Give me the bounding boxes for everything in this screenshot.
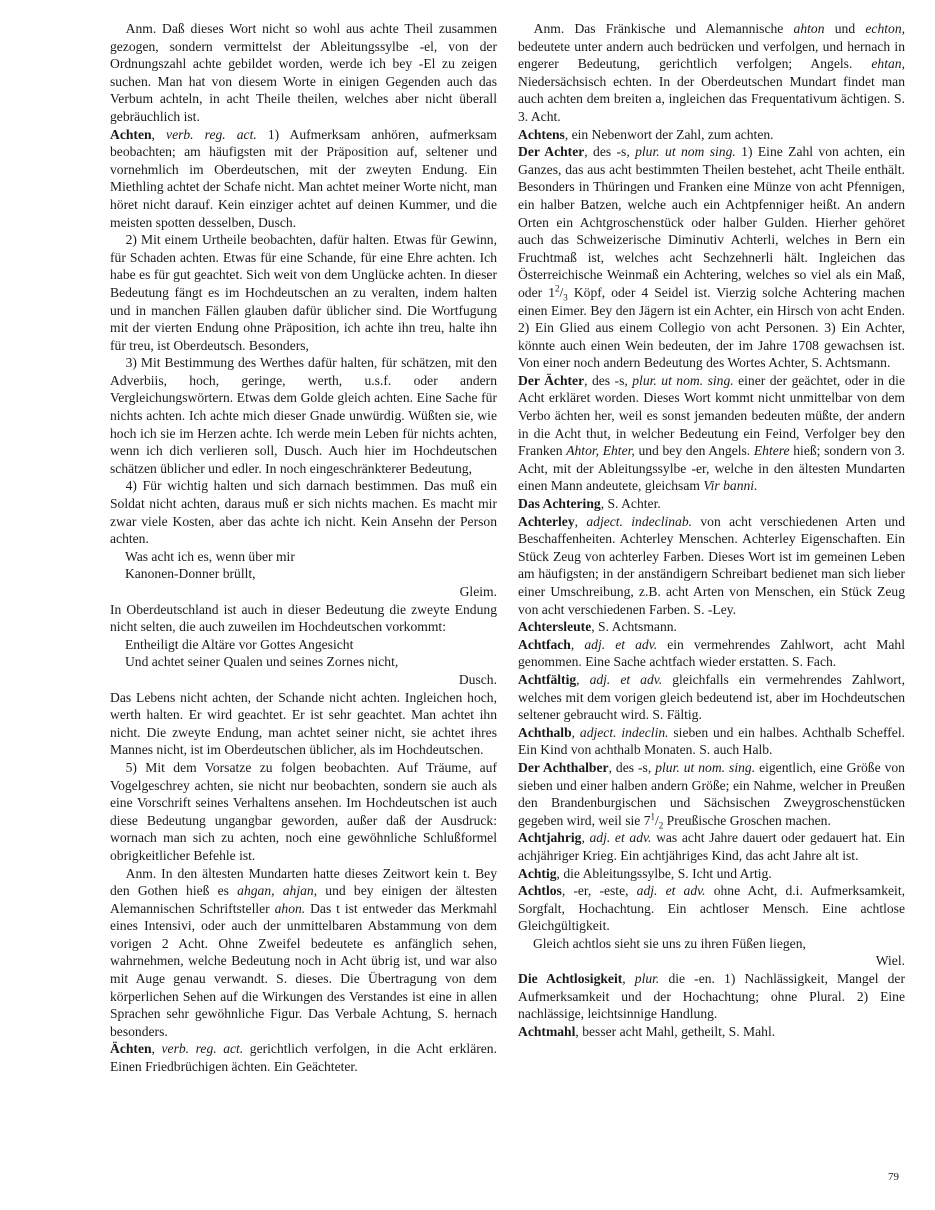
headword: Das Achtering [518,496,601,512]
entry-achterley [518,513,905,619]
text: 5) Mit dem Vorsatze zu folgen beobachten. Auf Träume, auf Vogelgeschrey achten, sie nicht nur beobachten, sondern sie auch als eine Vorschrift seines Verhaltens ansehen. Im Hochdeutschen ist auch diese Bedeutung ungangbar geworden, außer daß der Ausdruck: wornach man sich zu achten, noch eine gewöhnliche Schlußformel obrigkeitlicher Befehle ist. [110,759,497,863]
entry-paragraph [110,20,497,126]
entry-das-achtering [518,495,905,513]
entry-der-achthalber [518,759,905,829]
text: , des -s, [608,759,656,775]
headword: Achten [110,126,152,142]
text: , [581,830,590,846]
italic-term: ehtan, [871,56,905,72]
verse-attribution: Dusch. [458,671,497,687]
grammar-label: verb. reg. act. [161,1041,244,1057]
headword: Achthalb [518,724,572,740]
entry-achtersleute [518,618,905,636]
text: , des -s, [584,372,633,388]
text: 1) Aufmerksam anhören, aufmerksam beobachten; am häufigsten mit der Präposition auf, seltener und vornehmlich im Oberdeutschen, mit der zweyten Endung. Ein Miethling achtet der Schafe nicht. Man achtet meiner Worte nicht, man höret nicht darauf. Kein einziger achtet auf deinen Kummer, und die meisten spotten desselben, Dusch. [110,126,497,230]
grammar-label: plur. ut nom. sing. [655,759,756,775]
text: Preußische Groschen machen. [663,812,831,828]
fraction-numerator: 2 [555,283,560,294]
text: , [622,971,635,987]
headword: Achtmahl [518,1023,576,1039]
entry-achtfach [518,636,905,671]
grammar-label: plur. ut nom sing. [635,144,736,160]
headword: Der Ächter [518,372,585,388]
grammar-label: verb. reg. act. [166,126,257,142]
verse-attribution: Gleim. [459,584,497,599]
text: hieß; sondern von 3. Acht, mit der Ableitungssylbe -er, welche in den ältesten Mundarten einen Mann andeutete, gleichsam [518,443,905,494]
grammar-label: adject. indeclin. [579,724,669,740]
grammar-label: adj. et adv. [584,636,658,652]
text: Anm. Daß dieses Wort nicht so wohl aus achte Theil zusammen gezogen, sondern vermittelst der Ableitungssylbe -el, von der Ordnungszahl achte gebildet worden, werde ich bey -El zu zeigen suchen. Man hat von diesem Worte in einigen Gegenden auch das Verbum achteln, in acht Theile theilen, welches aber nicht überall gebräuchlich ist. [110,21,497,124]
entry-paragraph [110,865,497,1041]
italic-term: ahon. [274,900,306,916]
text: ein vermehrendes Zahlwort, acht Mahl genommen. Eine Sache achtfach wieder erstatten. S. Fach. [518,636,905,670]
entry-achtfaeltig [518,671,905,724]
verse-line: Gleich achtlos sieht sie uns zu ihren Füßen liegen, [532,935,806,951]
text: In Oberdeutschland ist auch in dieser Bedeutung die zweyte Endung nicht selten, die auch zuweilen im Hochdeutschen vorkommt: [110,601,497,635]
text: , -er, -este, [561,883,637,899]
text: , S. Achtsmann. [591,619,677,635]
entry-achten: Achten, verb. reg. act. 1) Aufmerksam anhören, aufmerksam beobachten; am häufigsten mit der Präposition auf, seltener und vornehmlich im Oberdeutschen, mit der zweyten Endung. Ein Miethling achtet der Schafe nicht. Man achtet meiner Worte nicht, man höret nicht darauf. Kein einziger achtet auf deinen Kummer, und die meisten spotten desselben, Dusch. [110,126,497,230]
entry-paragraph [110,689,497,759]
text: , [570,636,585,652]
grammar-label: adj. et adv. [589,671,663,687]
right-column [518,20,905,1040]
verse-line: Kanonen-Donner brüllt, [124,566,256,582]
headword: Achtjahrig [518,830,582,846]
entry-achtens [518,126,905,144]
italic-term: echton, [865,21,906,36]
grammar-label: plur. [634,971,660,987]
text: die -en. 1) Nachlässigkeit, Mangel der Aufmerksamkeit und der Hochachtung; ohne Plural. 2) Eine nachlässige, leichtsinnige Handlung. [518,971,905,1022]
text: ohne Acht, d.i. Aufmerksamkeit, Sorgfalt, Hochachtung. Ein achtloser Mensch. Eine achtlose Gleichgültigkeit. [518,883,905,934]
italic-term: ahton [793,21,825,36]
text: Das Lebens nicht achten, der Schande nicht achten. Ingleichen hoch, werth halten. Er wird geachtet. Er ist sehr geachtet. Man achtet ihn nicht. Die zweyte Endung, man achtet seiner nicht, sie achtet ihres Mannes nicht, ist im Oberdeutschen üblicher, als im Hochdeutschen. [110,689,497,758]
text: , [574,513,587,529]
fraction-slash: / [655,812,659,828]
italic-term: Ehtere [753,443,790,459]
entry-paragraph [110,354,497,477]
verse-attribution: Wiel. [875,953,905,969]
headword: Der Achthalber [518,759,609,775]
text: sieben und ein halbes. Achthalb Scheffel. Ein Kind von achthalb Monaten. S. auch Halb. [518,724,906,758]
text: gleichfalls ein vermehrendes Zahlwort, welches mit dem vorigen gleich bedeutend ist, aber im Hochdeutschen seltener gebraucht wird. S. Fältig. [518,671,905,723]
entry-die-achtlosigkeit [518,970,905,1023]
text: 2) Mit einem Urtheile beobachten, dafür halten. Etwas für Gewinn, für Schaden achten. Etwas für eine Schande, für eine Ehre achten. Ich habe es für gut geachtet. Sich weit von dem Unglücke achten. In dieser Bedeutung fängt es im Hochdeutschen an zu veralten, indem halten und in manchen Fällen glauben dafür üblicher sind. Die Wortfugung mit der vierten Endung ohne Präposition, ich achte ihn treu, halte ihn für treu, ist Oberdeutsch. Besonders, [110,232,497,353]
grammar-label: adject. indeclinab. [586,513,693,529]
text: 1) Eine Zahl von achten, ein Ganzes, das aus acht bestimmten Theilen bestehet, acht Theile enthält. Besonders in Thüringen und Franken eine Münze von acht Pfennigen, ein halber Batzen, welche auch ein Achtpfenniger heißt. An andern Orten ein Achtgroschenstück oder halber Gulden. Hierher gehöret auch das Schweizerische Diminutiv Achterli, welches in Bern ein Fruchtmaß ist, welches acht Sechzehnerli hält. Ingleichen das Österreichische Weinmaß ein Achtering, welches so viel als ein Maß, oder 1 [518,144,906,300]
headword: Ächten [110,1041,152,1057]
grammar-label: plur. ut nom. sing. [632,372,734,388]
headword: Achtfältig [518,671,577,687]
text: Köpf, oder 4 Seidel ist. Vierzig solche Achtering machen einen Eimer. Bey den Jägern ist ein Achter, ein Hirsch von acht Enden. 2) Ein Glied aus einem Collegio von acht Personen. 3) Ein Achter, könnte auch einen Wein bedeuten, der im Jahre 1708 gewachsen ist. Von einer noch andern Bedeutung des Wortes Achter, S. Achtsmann. [518,284,905,371]
text: von acht verschiedenen Arten und Beschaffenheiten. Achterley Menschen. Achterley Eigenschaften. Ein Stück Zeug von achterley Farben. Dieses Wort ist im gemeinen Leben am häufigsten; in der anständigern Schreibart bedienet man sich lieber einer Umschreibung, z.B. acht Arten von Menschen, ein Stück Zeug von acht verschiedenen Farben. S. -Ley. [518,513,905,617]
text: und bey einigen der ältesten Alemannischen Schriftsteller [110,883,497,916]
headword: Die Achtlosigkeit [518,971,623,987]
entry-paragraph [110,759,497,865]
headword: Achtfach [518,636,571,652]
entry-der-aechter [518,372,905,495]
text: eigentlich, eine Größe von sieben und einer halben andern Größe; ein Nahme, welcher in Preußen den Brandenburgischen und Sächsischen Zweygroschenstücken gegeben wird, weil sie 7 [518,759,905,828]
entry-der-achter [518,143,905,372]
entry-aechten: Ächten, verb. reg. act. gerichtlich verfolgen, in die Acht erklären. Einen Friedbrüchigen ächten. Ein Geächteter. [110,1041,497,1075]
text: Anm. Das Fränkische und Alemannische [533,21,794,36]
text: einer der geächtet, oder in die Acht erkläret worden. Dieses Wort kommt nicht unmittelbar von dem Verbo ächten her, weil es sonst jemanden bedeuten müßte, der andern in die Acht thut, in welcher Bedeutung ein Feind, Verfolger bey den Franken [518,372,905,459]
verse-line: Entheiligt die Altäre vor Gottes Angesicht [124,636,354,652]
entry-achtlos [518,882,905,935]
entry-achthalb [518,724,905,759]
text: Das t ist entweder das Merkmahl eines Intensivi, oder auch der unmittelbaren Abstammung von dem vorigen 2 Acht. Ohne Zweifel bedeutete es anfänglich sehen, wahrnehmen, welche Bedeutung noch in Acht übrig ist, und war also mit Auge genau verwandt. S. dieses. Die Übertragung von dem körperlichen Sehen auf die Wirkungen des Verstandes ist eine in allen Sprachen sehr gewöhnliche Figur. Das Verbale Achtung, S. hernach besonders. [110,900,497,1039]
text: und bey den Angels. [634,443,754,459]
entry-achtjahrig [518,829,905,864]
entry-paragraph [518,20,905,126]
entry-paragraph [110,601,497,636]
entry-achtmahl [518,1023,905,1041]
text: , besser acht Mahl, getheilt, S. Mahl. [575,1023,776,1039]
text: , [571,724,580,740]
headword: Der Achter [518,144,585,160]
headword: Achtlos [518,883,562,899]
text: und [824,21,866,36]
headword: Achtig [518,865,557,881]
text: Anm. In den ältesten Mundarten hatte dieses Zeitwort kein t. Bey den Gothen hieß es [110,865,497,899]
entry-paragraph [110,231,497,354]
text: 3) Mit Bestimmung des Werthes dafür halten, für schätzen, mit den Adverbiis, hoch, geringe, werth, u.s.f. oder andern Vergleichungswörtern. Etwas dem Golde gleich achten. Eine Sache für nichts achten. Ich achte mich dieser Gnade unwürdig. Wüßten sie, wie hoch ich sie im Herzen achte. Ich werde mein Leben für nichts achten, wenn ich dich verlieren soll, Dusch. Auch hier im Hochdeutschen schätzen üblicher und edler. In noch eingeschränkterer Bedeutung, [110,355,497,476]
text: , des -s, [584,144,636,160]
headword: Achterley [518,513,575,529]
text: , S. Achter. [600,496,661,512]
text: was acht Jahre dauert oder gedauert hat. Ein achjähriger Krieg. Ein achtjähriges Kind, das acht Jahre alt ist. [518,830,905,863]
headword: Achtens [518,126,565,142]
italic-term: Vir banni. [703,478,758,494]
fraction-slash: / [559,284,564,300]
text: gerichtlich verfolgen, in die Acht erklären. Einen Friedbrüchigen ächten. Ein Geächteter. [110,1041,497,1075]
text: , ein Nebenwort der Zahl, zum achten. [564,126,774,142]
entry-achtig [518,865,905,883]
page-number: 79 [888,1171,899,1183]
fraction-denominator: 2 [658,820,664,831]
fraction-numerator: 1 [650,811,655,822]
left-column [110,20,497,1076]
fraction-denominator: 3 [563,292,568,303]
italic-term: ahgan, ahjan, [237,883,318,899]
grammar-label: adj. et adv. [589,830,652,846]
entry-paragraph [110,477,497,547]
grammar-label: adj. et adv. [636,883,706,899]
text: Niedersächsisch echten. In der Oberdeutschen Mundart findet man auch achten dem breiten a, ingleichen das Frequentativum ächtigen. S. 3. Acht. [518,73,905,124]
italic-term: Ahtor, Ehter, [566,443,635,459]
text: , die Ableitungssylbe, S. Icht und Artig. [556,865,772,881]
text: bedeutete unter andern auch bedrücken und verfolgen, und hernach in engerer Bedeutung, gerichtlich verfolgen; Angels. [518,38,905,72]
verse-line: Und achtet seiner Qualen und seines Zornes nicht, [124,654,399,670]
text: , [576,671,590,687]
verse-line: Was acht ich es, wenn über mir [124,548,295,564]
headword: Achtersleute [518,619,592,635]
text: 4) Für wichtig halten und sich darnach bestimmen. Das muß ein Soldat nicht achten, daraus muß er sich nichts machen. Es macht mir zwar viele Kosten, aber das achte ich nicht. Kein Ansehn der Person achten. [110,478,497,547]
